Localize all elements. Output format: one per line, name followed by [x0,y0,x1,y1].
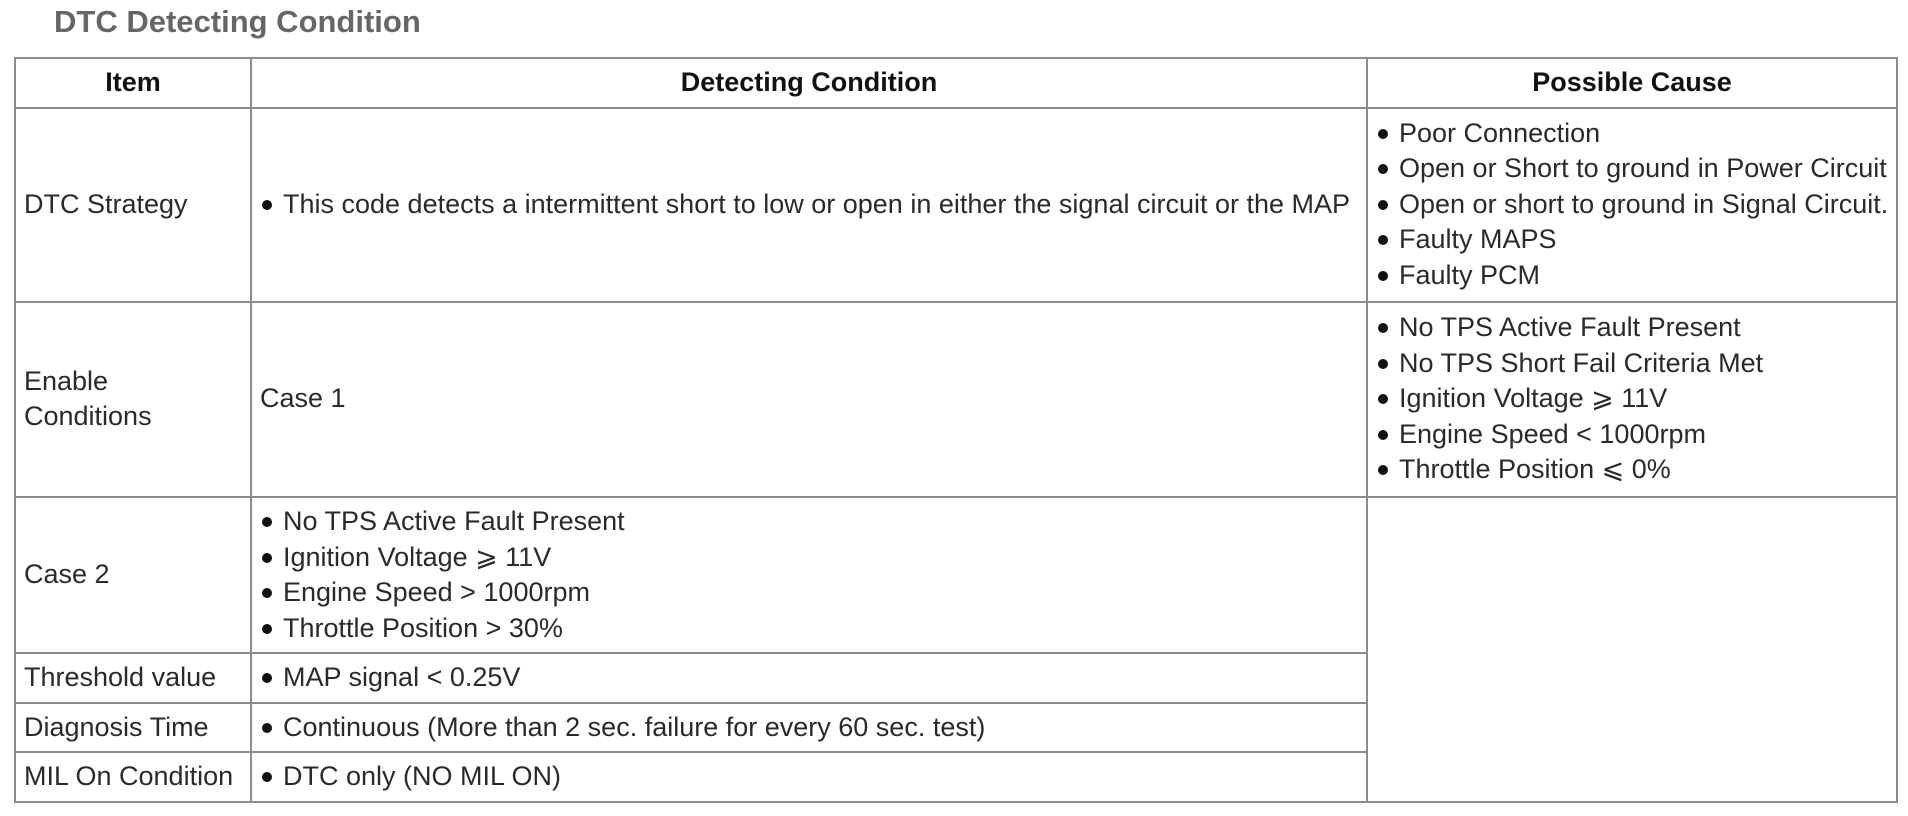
cell-condition [251,497,1367,654]
list-item: No TPS Short Fail Criteria Met [1376,346,1888,382]
cell-item: Enable Conditions [15,302,251,497]
cell-item: Case 2 [15,497,251,654]
cell-item: Diagnosis Time [15,703,251,753]
cell-condition [251,108,1367,302]
list-item: Open or Short to ground in Power Circuit [1376,151,1888,187]
threshold-list [260,660,1358,696]
cell-empty [1367,497,1897,802]
header-detecting-condition: Detecting Condition [251,58,1367,108]
table-row-dtc-strategy [15,108,1897,302]
page-title: DTC Detecting Condition [54,4,421,39]
cell-item: Threshold value [15,653,251,703]
list-item: Poor Connection [1376,116,1888,152]
list-item: This code detects a intermittent short to low or open in either the signal circuit or the MAP [260,187,1358,223]
cell-condition [251,653,1367,703]
list-item: Faulty PCM [1376,258,1888,294]
list-item: Continuous (More than 2 sec. failure for every 60 sec. test) [260,710,1358,746]
cell-condition [251,752,1367,802]
list-item: Throttle Position > 30% [260,611,1358,647]
header-possible-cause: Possible Cause [1367,58,1897,108]
possible-cause-list [1376,116,1888,294]
table-row-case-2 [15,497,1897,654]
dtc-table [14,57,1898,803]
table-header-row [15,58,1897,108]
enable-case1-list [1376,310,1888,488]
list-item: No TPS Active Fault Present [260,504,1358,540]
list-item: Engine Speed > 1000rpm [260,575,1358,611]
list-item: Ignition Voltage ⩾ 11V [1376,381,1888,417]
table-row-enable-conditions [15,302,1897,497]
list-item: Ignition Voltage ⩾ 11V [260,540,1358,576]
case2-list [260,504,1358,646]
cell-enable-case1 [1367,302,1897,497]
list-item: DTC only (NO MIL ON) [260,759,1358,795]
list-item: No TPS Active Fault Present [1376,310,1888,346]
cell-item: MIL On Condition [15,752,251,802]
mil-list [260,759,1358,795]
list-item: MAP signal < 0.25V [260,660,1358,696]
list-item: Throttle Position ⩽ 0% [1376,452,1888,488]
cell-condition [251,703,1367,753]
list-item: Engine Speed < 1000rpm [1376,417,1888,453]
cell-condition: Case 1 [251,302,1367,497]
condition-list [260,187,1358,223]
cell-possible-cause [1367,108,1897,302]
list-item: Faulty MAPS [1376,222,1888,258]
list-item: Open or short to ground in Signal Circuit. [1376,187,1888,223]
cell-item: DTC Strategy [15,108,251,302]
diagnosis-list [260,710,1358,746]
header-item: Item [15,58,251,108]
